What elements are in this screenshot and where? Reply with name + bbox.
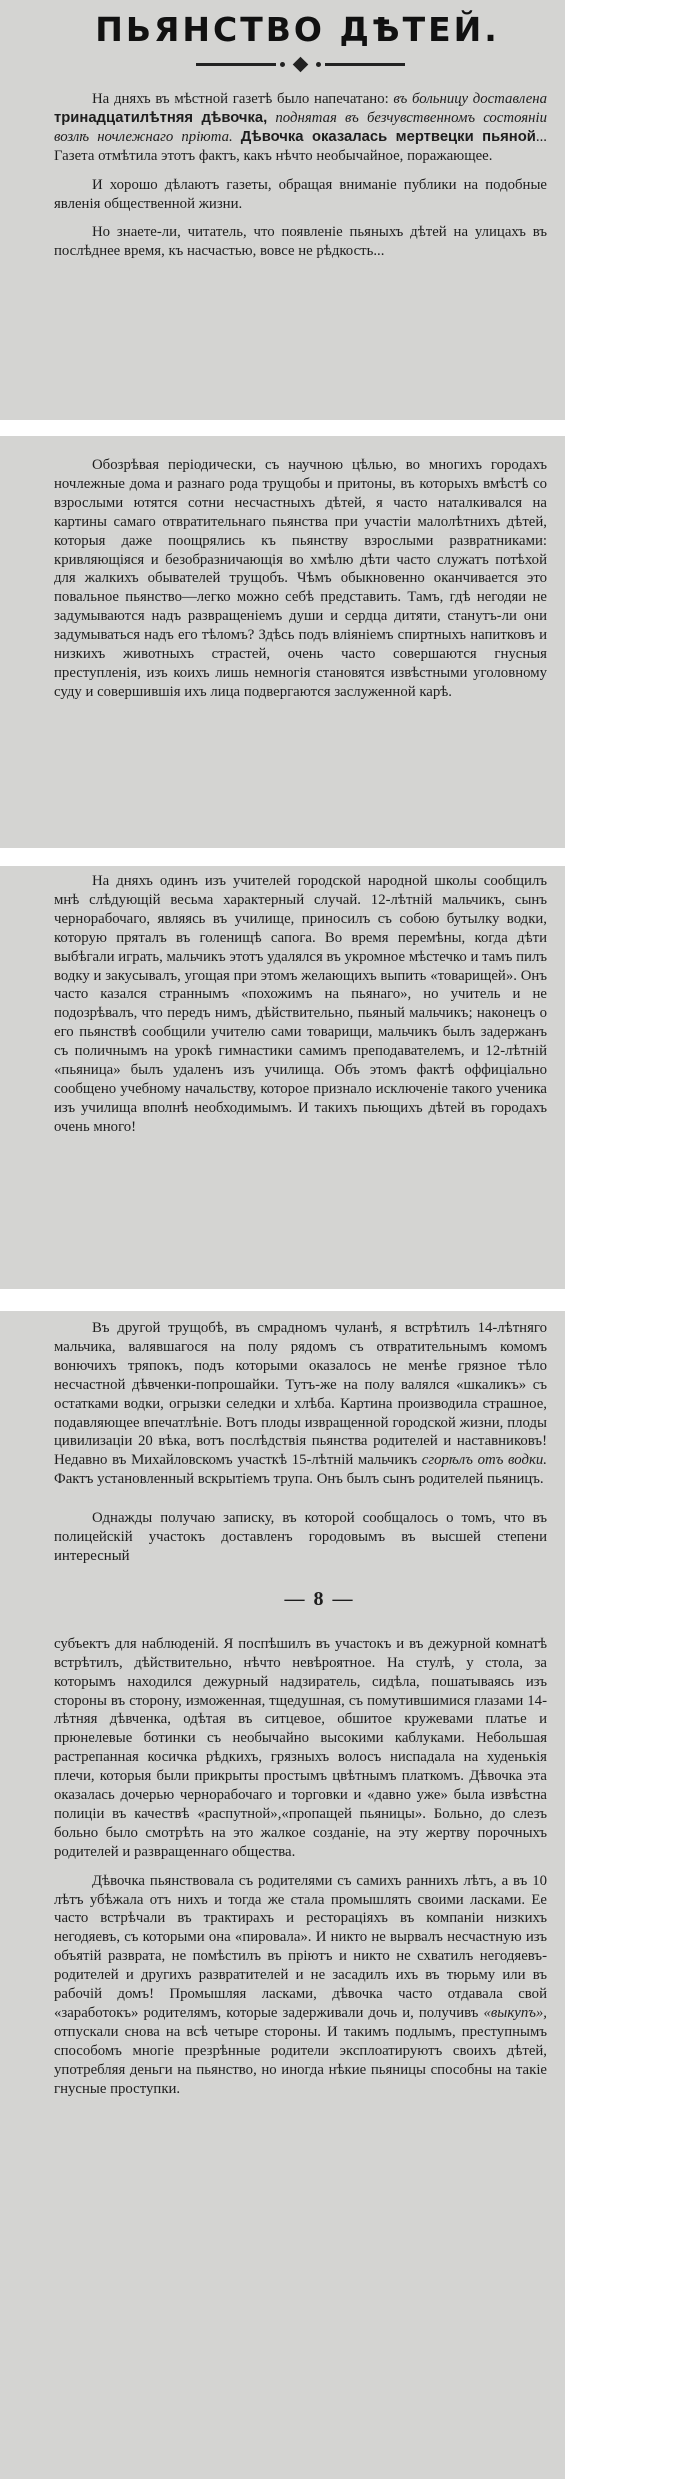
paragraph: субъектъ для наблюденій. Я поспѣшилъ въ участокъ и въ дежурной комнатѣ встрѣтилъ, дѣйствительно, нѣчто невѣроятное. На стулѣ, у стола, за которымъ находился дежурный надзиратель, сидѣла, пошатываясь изъ стороны въ сторону, изможенная, тщедушная, съ помутившимися глазами 14-лѣтняя дѣвченка, одѣтая въ ситцевое, обшитое кружевами платье и прюнелевые ботинки съ необычайно высокими каблуками. Небольшая растрепанная косичка рѣдкихъ, грязныхъ волосъ ниспадала на худенькія плечи, которыя были прикрыты простымъ цвѣтнымъ платкомъ. Дѣвочка эта оказалась дочерью чернорабочаго и торговки и «давно уже» была извѣстна полиціи въ качествѣ «распутной»,«пропащей пьяницы». Больно, до слезъ больно было смотрѣть на это жалкое созданіе, на эту жертву порочныхъ родителей и развращеннаго общества. bbox=[54, 1635, 547, 1860]
article-clipping-1 bbox=[0, 0, 565, 420]
article-clipping-3 bbox=[0, 866, 565, 1289]
article-clipping-2 bbox=[0, 436, 565, 848]
paragraph: Въ другой трущобѣ, въ смрадномъ чуланѣ, я встрѣтилъ 14-лѣтняго мальчика, валявшагося на полу рядомъ съ отвратительнымъ комомъ вонючихъ тряпокъ, подъ которыми оказалось не менѣе грязное тѣло несчастной дѣвченки-попрошайки. Тутъ-же на полу валялся «шкаликъ» съ остатками водки, огрызки селедки и хлѣба. Картина производила страшное, подавляющее впечатлѣніе. Вотъ плоды извращенной городской жизни, плоды цивилизаціи 20 вѣка, вотъ послѣдствія пьянства родителей и наставниковъ! Недавно въ Михайловскомъ участкѣ 15-лѣтній мальчикъ сгорѣлъ отъ водки. Фактъ установленный вскрытіемъ трупа. Онъ былъ сынъ родителей пьяницъ. bbox=[54, 1320, 547, 1488]
paragraph: Обозрѣвая періодически, съ научною цѣлью, во многихъ городахъ ночлежные дома и разнаго рода трущобы и притоны, въ которыхъ вмѣстѣ со взрослыми ютятся сотни несчастныхъ дѣтей, я часто наталкивался на картины самаго отвратительнаго пьянства при участіи малолѣтнихъ дѣтей, которыя даже поощрялись къ пьянству взрослыми развратниками: кривляющіяся и безобразничающія во хмѣлю дѣти часто служатъ потѣхой для жалкихъ обывателей трущобъ. Чѣмъ обыкновенно оканчивается это повальное пьянство—легко можно себѣ представить. Тамъ, гдѣ негодяи не задумываются надъ развращеніемъ души и сердца дитяти, станутъ-ли они задумываться надъ его тѣломъ? Здѣсь подъ вліяніемъ спиртныхъ напитковъ и низкихъ животныхъ страстей, очень часто совершаются гнусныя преступленія, изъ коихъ лишь немногія становятся извѣстными уголовному суду и совершившія ихъ лица подвергаются заслуженной карѣ. bbox=[54, 457, 547, 700]
paragraph: Однажды получаю записку, въ которой сообщалось о томъ, что въ полицейскій участокъ доставленъ городовымъ въ высшей степени интересный bbox=[54, 1510, 547, 1564]
paragraph: Но знаете-ли, читатель, что появленіе пьяныхъ дѣтей на улицахъ въ послѣднее время, къ насчастью, вовсе не рѣдкость... bbox=[54, 224, 547, 260]
article-title: ПЬЯНСТВО ДѢТЕЙ. bbox=[95, 10, 500, 49]
page-number: — 8 — bbox=[284, 1587, 355, 1610]
article-clipping-4 bbox=[0, 1311, 565, 2479]
paragraph: И хорошо дѣлаютъ газеты, обращая вниманіе публики на подобные явленія общественной жизни. bbox=[54, 176, 547, 212]
paragraph: Дѣвочка пьянствовала съ родителями съ самихъ раннихъ лѣтъ, а въ 10 лѣтъ убѣжала отъ нихъ и тогда же стала промышлять своими ласками. Ее часто встрѣчали въ трактирахъ и ресторацiяхъ въ компаніи низкихъ негодяевъ, съ которыми она «пировала». И никто не вырвалъ несчастную изъ объятій разврата, не помѣстилъ въ пріютъ и никто не схватилъ негодяевъ-родителей и другихъ развратителей и не засадилъ ихъ въ тюрьму или въ рабочій домъ! Промышляя ласками, дѣвочка часто отдавала свой «заработокъ» родителямъ, которые задерживали дочь и, получивъ «выкупъ», отпускали снова на всѣ четыре стороны. И такимъ подлымъ, преступнымъ способомъ многіе презрѣнные родители эксплоатируютъ своихъ дѣтей, употребляя деньги на пьянство, но иногда нѣкие пьяницы способны на такіе гнусные проступки. bbox=[54, 1872, 547, 2097]
paragraph: На дняхъ одинъ изъ учителей городской народной школы сообщилъ мнѣ слѣдующій весьма характерный случай. 12-лѣтній мальчикъ, сынъ чернорабочаго, являясь въ училище, приносилъ съ собою бутылку водки, которую пряталъ въ голенищѣ сапога. Во время перемѣны, когда дѣти выбѣгали играть, мальчикъ этотъ удалялся въ укромное мѣстечко и тамъ пилъ водку и закусывалъ, угощая при этомъ желающихъ выпить «товарищей». Онъ часто казался страннымъ «похожимъ на пьянаго», но учитель и не подозрѣвалъ, что передъ нимъ, дѣйствительно, пьяный мальчикъ; наконецъ о его пьянствѣ сообщили учителю сами товарищи, мальчикъ былъ задержанъ съ поличнымъ на урокѣ гимнастики самимъ преподавателемъ, и 12-лѣтній «пьяница» былъ удаленъ изъ училища. Объ этомъ фактѣ оффиціально сообщено учебному начальству, которое признало исключеніе такого ученика изъ училища вполнѣ необходимымъ. И такихъ пьющихъ дѣтей въ городахъ очень много! bbox=[54, 873, 547, 1135]
title-ornament bbox=[54, 52, 547, 76]
paragraph: На дняхъ въ мѣстной газетѣ было напечатано: въ больницу доставлена тринадцатилѣтняя дѣвочка, поднятая въ безчувственномъ состояніи возлѣ ночлежнаго пріюта. Дѣвочка оказалась мертвецки пьяной... Газета отмѣтила этотъ фактъ, какъ нѣчто необычайное, поражающее. bbox=[54, 91, 547, 164]
